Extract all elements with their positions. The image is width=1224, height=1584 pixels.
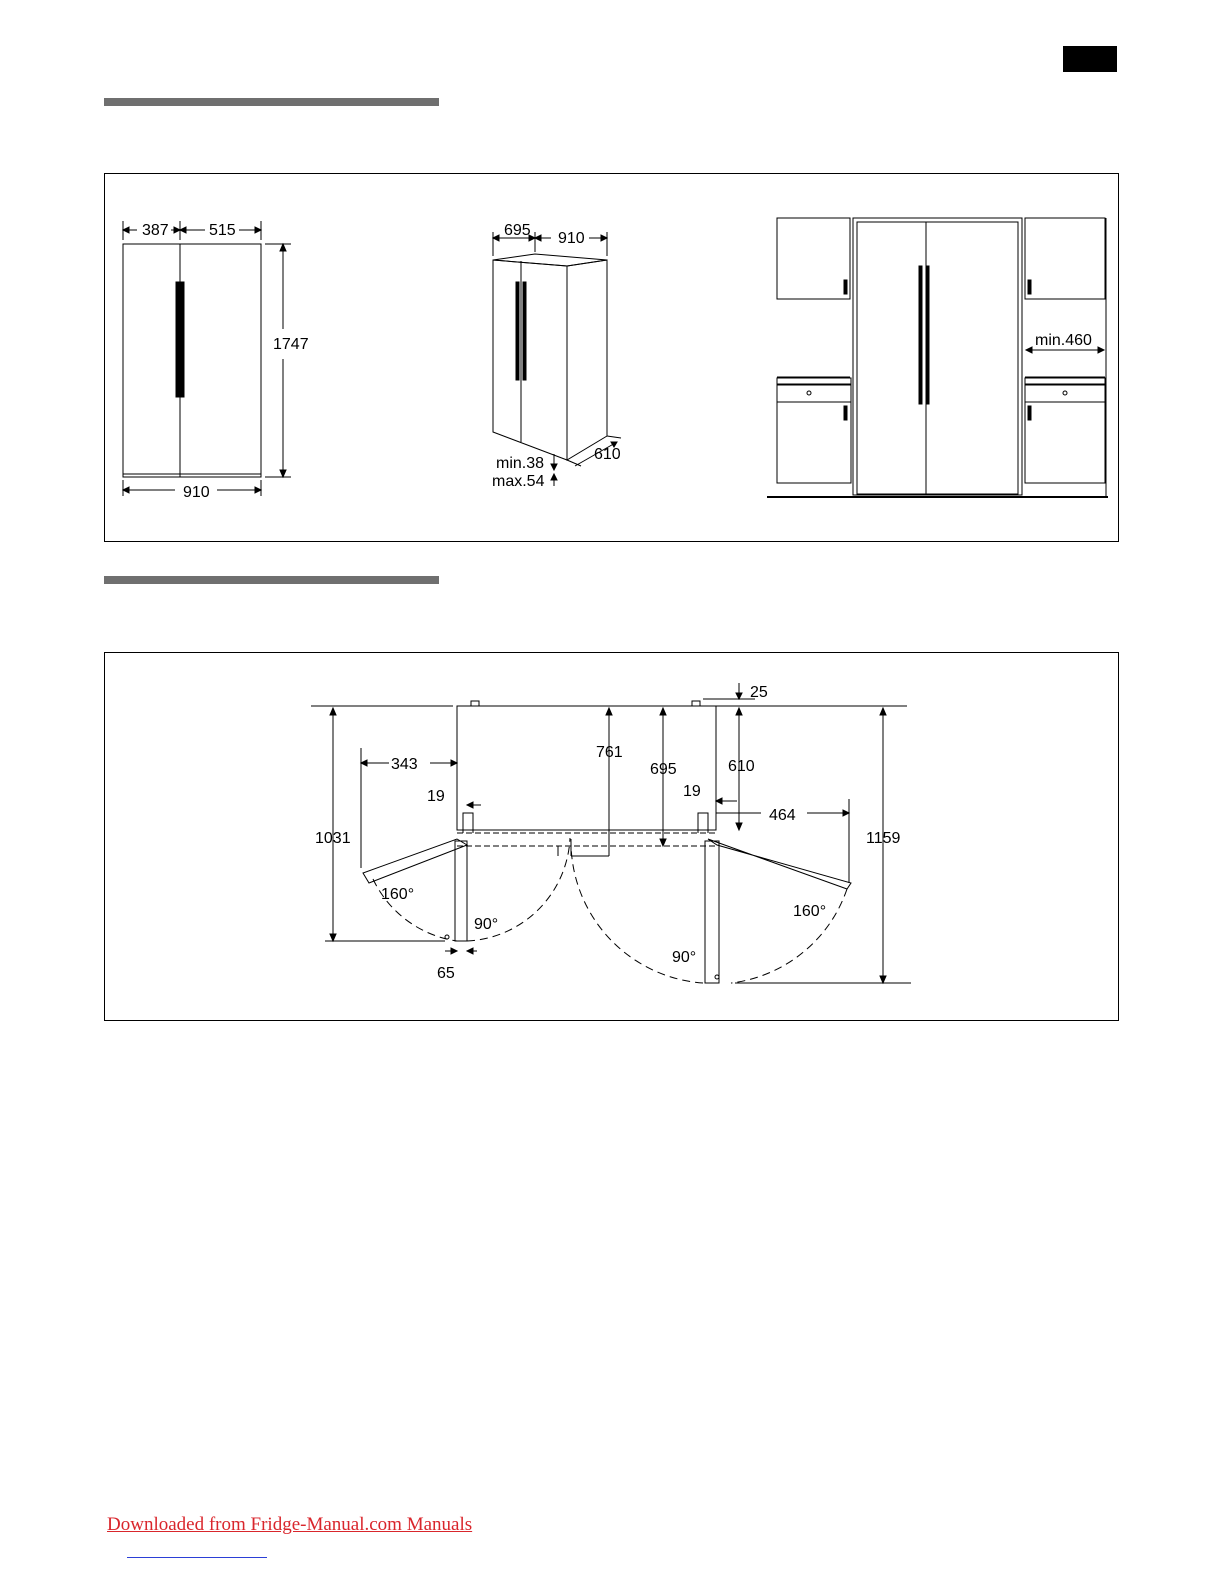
door-opening-drawing <box>105 653 1120 1022</box>
depth-cabinet-label: 610 <box>728 758 755 775</box>
left-door-swing-label: 343 <box>391 756 418 773</box>
dimensions-figure-panel <box>104 173 1119 542</box>
right-total-depth-label: 1159 <box>866 830 901 847</box>
left-angle-wide-label: 160° <box>381 886 415 903</box>
front-height-label: 1747 <box>273 336 309 353</box>
dimensions-drawing <box>105 174 1120 543</box>
perspective-depth-bottom-label: 610 <box>594 446 621 463</box>
installation-view-drawing <box>767 218 1108 497</box>
right-hinge-offset-label: 19 <box>683 783 701 800</box>
footer-download-link[interactable]: Downloaded from Fridge-Manual.com Manuals <box>107 1514 473 1535</box>
perspective-width-top-label: 910 <box>558 230 585 247</box>
perspective-depth-top-label: 695 <box>504 222 531 239</box>
right-angle-right-label: 90° <box>672 949 697 966</box>
appliance-body-top-view <box>457 701 716 846</box>
side-clearance-label: min.460 <box>1035 332 1092 349</box>
perspective-gap-max-label: max.54 <box>492 473 545 490</box>
right-angle-wide-label: 160° <box>793 903 827 920</box>
footer-divider <box>127 1557 267 1558</box>
front-total-width-label: 910 <box>183 484 210 501</box>
page-tab-marker <box>1063 46 1117 72</box>
front-right-width-label: 515 <box>209 222 236 239</box>
left-total-depth-label: 1031 <box>315 830 351 847</box>
top-gap-label: 25 <box>750 684 768 701</box>
front-view-drawing <box>123 221 291 496</box>
depth-with-handle-label: 761 <box>596 744 623 761</box>
left-hinge-offset-label: 19 <box>427 788 445 805</box>
door-opening-figure-panel <box>104 652 1119 1021</box>
right-door-swing-label: 464 <box>769 807 796 824</box>
handle-offset-label: 65 <box>437 965 455 982</box>
front-left-width-label: 387 <box>142 222 169 239</box>
section-divider-bar <box>104 98 439 106</box>
depth-body-label: 695 <box>650 761 677 778</box>
section-divider-bar <box>104 576 439 584</box>
perspective-gap-min-label: min.38 <box>496 455 545 472</box>
left-angle-right-label: 90° <box>474 916 499 933</box>
